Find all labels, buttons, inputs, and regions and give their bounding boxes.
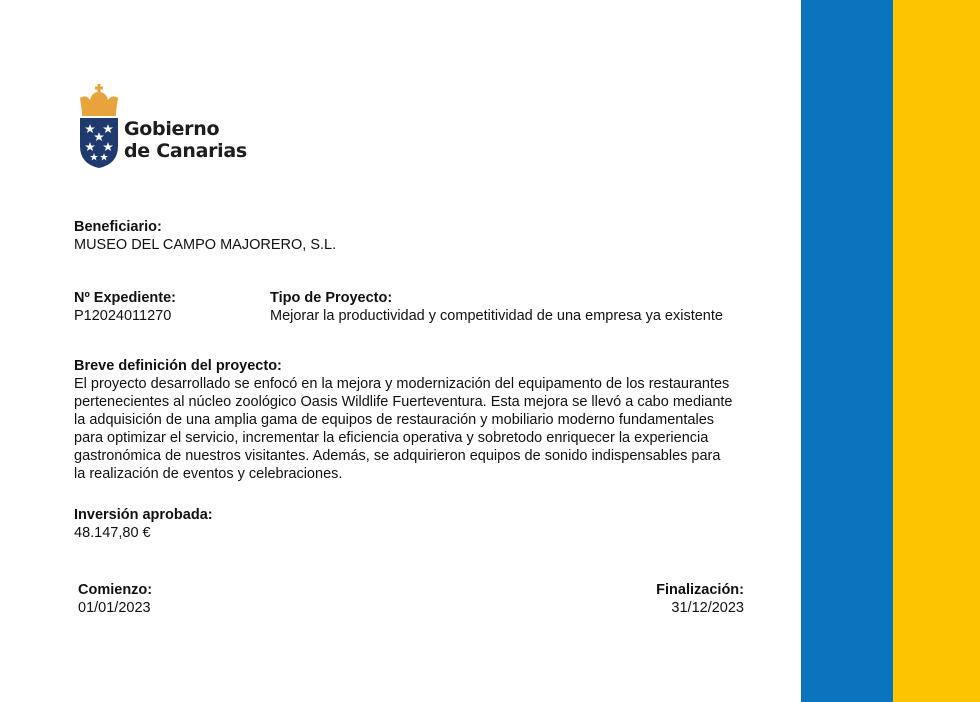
logo-line-1: Gobierno bbox=[124, 118, 220, 140]
inversion-label: Inversión aprobada: bbox=[74, 507, 213, 523]
definicion-line: pertenecientes al núcleo zoológico Oasis Wildlife Fuerteventura. Esta mejora se llevó a cabo mediante bbox=[74, 394, 733, 410]
tipo-proyecto-value: Mejorar la productividad y competitividad de una empresa ya existente bbox=[270, 308, 723, 324]
definicion-line: El proyecto desarrollado se enfocó en la mejora y modernización del equipamento de los restaurantes bbox=[74, 376, 730, 392]
logo-wordmark bbox=[124, 118, 247, 162]
logo-line-2: de Canarias bbox=[124, 140, 247, 162]
inversion-section bbox=[74, 506, 213, 542]
flag-stripe-yellow bbox=[893, 0, 980, 702]
gobierno-canarias-logo bbox=[78, 84, 248, 174]
comienzo-value: 01/01/2023 bbox=[78, 600, 151, 616]
comienzo-label: Comienzo: bbox=[78, 582, 153, 598]
definicion-label: Breve definición del proyecto: bbox=[74, 358, 282, 374]
tipo-proyecto-section bbox=[270, 289, 723, 325]
tipo-proyecto-label: Tipo de Proyecto: bbox=[270, 290, 393, 306]
finalizacion-value: 31/12/2023 bbox=[671, 600, 744, 616]
comienzo-section bbox=[78, 581, 152, 617]
finalizacion-section bbox=[656, 581, 744, 617]
flag-stripe-blue bbox=[801, 0, 893, 702]
definicion-line: la realización de eventos y celebraciones. bbox=[74, 466, 343, 482]
inversion-value: 48.147,80 € bbox=[74, 525, 151, 541]
finalizacion-label: Finalización: bbox=[656, 582, 744, 598]
definicion-line: para optimizar el servicio, incrementar la eficiencia operativa y sobretodo enriquecer la experiencia bbox=[74, 430, 709, 446]
definicion-section bbox=[74, 357, 774, 483]
definicion-line: la adquisición de una amplia gama de equipos de restauración y mobiliario moderno fundamentales bbox=[74, 412, 715, 428]
beneficiario-label: Beneficiario: bbox=[74, 219, 162, 235]
beneficiario-section bbox=[74, 218, 336, 254]
crest-icon bbox=[78, 84, 120, 170]
expediente-value: P12024011270 bbox=[74, 308, 172, 324]
expediente-section bbox=[74, 289, 176, 325]
expediente-label: Nº Expediente: bbox=[74, 290, 176, 306]
definicion-line: gastronómica de nuestros visitantes. Además, se adquirieron equipos de sonido indispensables para bbox=[74, 448, 721, 464]
beneficiario-value: MUSEO DEL CAMPO MAJORERO, S.L. bbox=[74, 237, 337, 253]
